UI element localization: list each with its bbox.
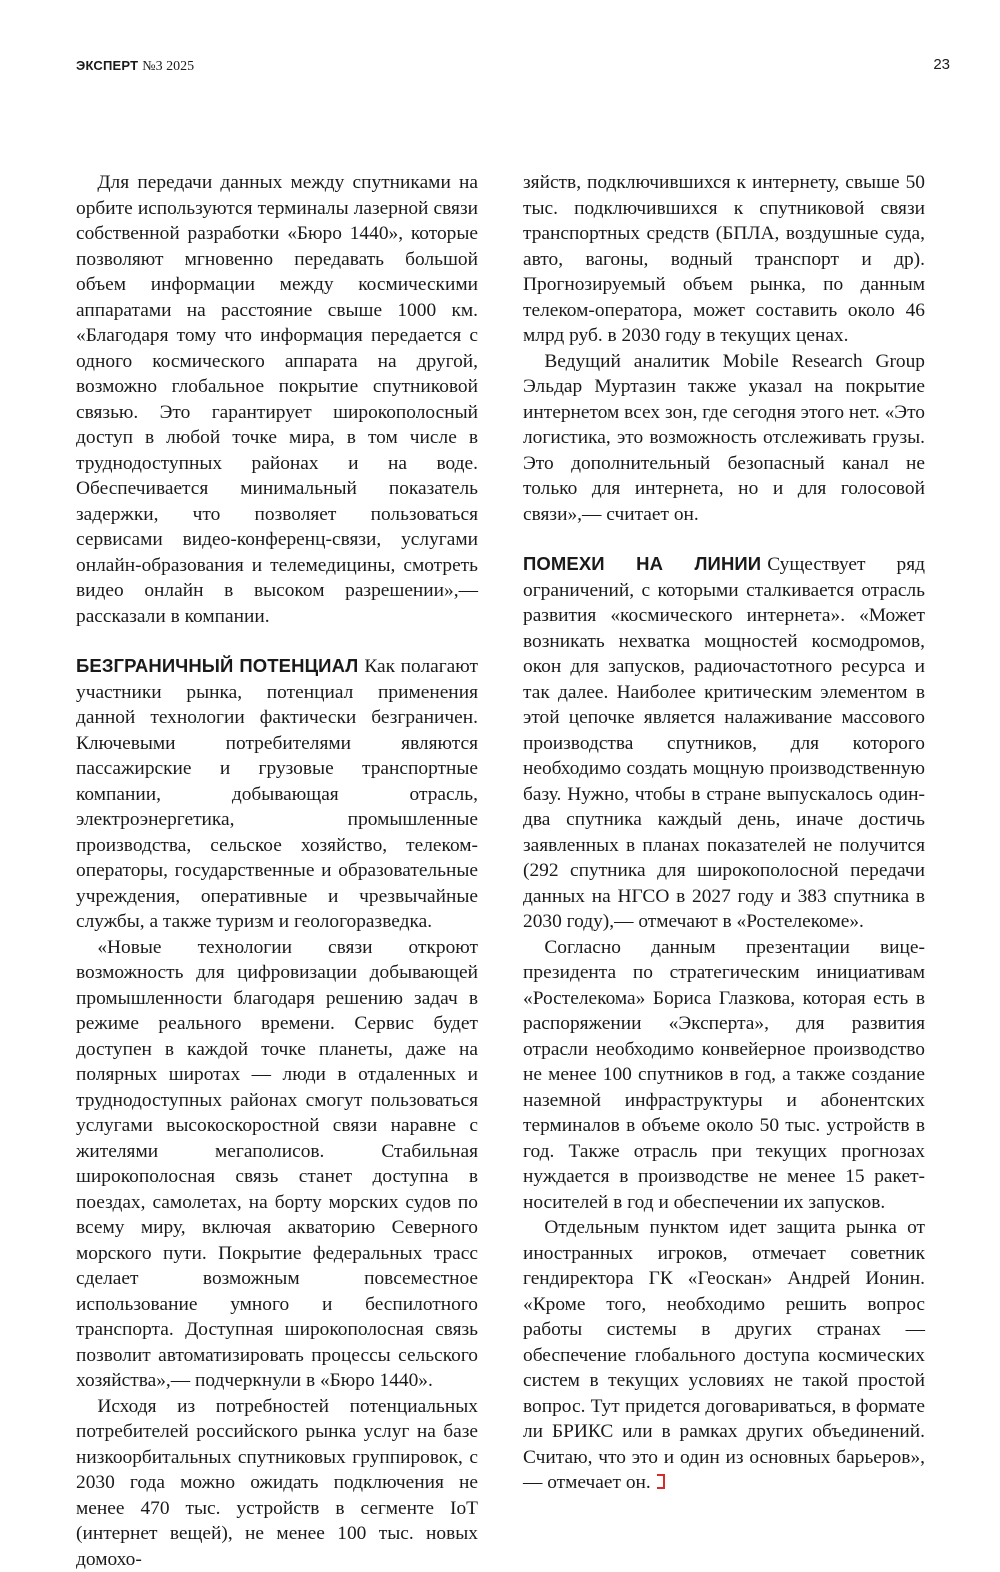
paragraph: Ведущий аналитик Mobile Research Group Эльдар Муртазин также указал на покрытие интернетом всех зон, где сегодня этого нет. «Это логистика, это возможность отслеживать грузы. Это дополнительный безопасный канал не только для интернета, но и для голосовой связи»,— считает он. [523, 349, 925, 528]
paragraph-with-subhead [76, 653, 478, 935]
magazine-brand: ЭКСПЕРТ [76, 58, 138, 73]
paragraph-text: Существует ряд ограничений, с которыми сталкивается отрасль развития «космического интернета». «Может возникать нехватка мощностей космодромов, окон для запусков, радиочастотного ресурса и так далее. Наиболее критическим элементом в этой цепочке является налаживание массового производства спутников, для которого необходимо создать мощную производственную базу. Нужно, чтобы в стране выпускалось один-два спутника каждый день, иначе достичь заявленных в планах показателей не получится (292 спутника для широкополосной передачи данных на НГСО в 2027 году и 383 спутника в 2030 году),— отмечают в «Ростелекоме». [523, 554, 925, 932]
paragraph: Согласно данным презентации вице-президента по стратегическим инициативам «Ростелекома» Бориса Глазкова, которая есть в распоряжении «Эксперта», для развития отрасли необходимо конвейерное производство не менее 100 спутников в год, а также создание наземной инфраструктуры и абонентских терминалов в объеме около 50 тыс. устройств в год. Также отрасль при текущих прогнозах нуждается в производстве не менее 15 ракет-носителей в год и обеспечении их запусков. [523, 935, 925, 1216]
paragraph: «Новые технологии связи откроют возможность для цифровизации добывающей промышленности благодаря решению задач в режиме реального времени. Сервис будет доступен в каждой точке планеты, даже на полярных широтах — люди в отдаленных и труднодоступных районах смогут пользоваться услугами высокоскоростной связи наравне с жителями мегаполисов. Стабильная широкополосная связь станет доступна в поездах, самолетах, на борту морских судов по всему миру, включая акваторию Северного морского пути. Покрытие федеральных трасс сделает возможным повсеместное использование умного и беспилотного транспорта. Доступная широкополосная связь позволит автоматизировать процессы сельского хозяйства»,— подчеркнули в «Бюро 1440». [76, 935, 478, 1394]
masthead [76, 58, 194, 75]
paragraph: Исходя из потребностей потенциальных потребителей российского рынка услуг на базе низкоорбитальных спутниковых группировок, с 2030 года можно ожидать подключения не менее 470 тыс. устройств в сегменте IoT (интернет вещей), не менее 100 тыс. новых домохо- [76, 1394, 478, 1572]
paragraph-text: Отдельным пунктом идет защита рынка от иностранных игроков, отмечает советник гендиректора ГК «Геоскан» Андрей Ионин. «Кроме того, необходимо решить вопрос работы системы в других странах — обеспечение глобального доступа космических систем в текущих условиях не такой простой вопрос. Тут придется договариваться, в формате ли БРИКС или в рамках других объединений. Считаю, что это и один из основных барьеров»,— отмечает он. [523, 1217, 925, 1493]
end-of-article-icon [657, 1474, 665, 1489]
right-column [523, 170, 925, 1496]
paragraph: зяйств, подключившихся к интернету, свыше 50 тыс. подключившихся к спутниковой связи транспортных средств (БПЛА, воздушные суда, авто, вагоны, водный транспорт и др). Прогнозируемый объем рынка, по данным телеком-оператора, может составить около 46 млрд руб. в 2030 году в текущих ценах. [523, 170, 925, 349]
section-subhead: ПОМЕХИ НА ЛИНИИ [523, 553, 761, 574]
page-header [76, 58, 950, 80]
paragraph-with-subhead [523, 551, 925, 935]
paragraph-final [523, 1215, 925, 1496]
paragraph-text: Как полагают участники рынка, потенциал применения данной технологии фактически безграничен. Ключевыми потребителями являются пассажирские и грузовые транспортные компании, добывающая отрасль, электроэнергетика, промышленные производства, сельское хозяйство, телеком-операторы, государственные и образовательные учреждения, оперативные и чрезвычайные службы, а также туризм и геологоразведка. [76, 656, 478, 932]
issue-number: №3 2025 [142, 59, 194, 74]
left-column [76, 170, 478, 1572]
section-subhead: БЕЗГРАНИЧНЫЙ ПОТЕНЦИАЛ [76, 655, 358, 676]
paragraph: Для передачи данных между спутниками на орбите используются терминалы лазерной связи собственной разработки «Бюро 1440», которые позволяют мгновенно передавать большой объем информации между космическими аппаратами на расстояние свыше 1000 км. «Благодаря тому что информация передается с одного космического аппарата на другой, возможно глобальное покрытие спутниковой связью. Это гарантирует широкополосный доступ в любой точке мира, в том числе в труднодоступных районах и на воде. Обеспечивается минимальный показатель задержки, что позволяет пользоваться сервисами видео-конференц-связи, услугами онлайн-образования и телемедицины, смотреть видео онлайн в высоком разрешении»,— рассказали в компании. [76, 170, 478, 629]
page-number: 23 [933, 56, 950, 73]
